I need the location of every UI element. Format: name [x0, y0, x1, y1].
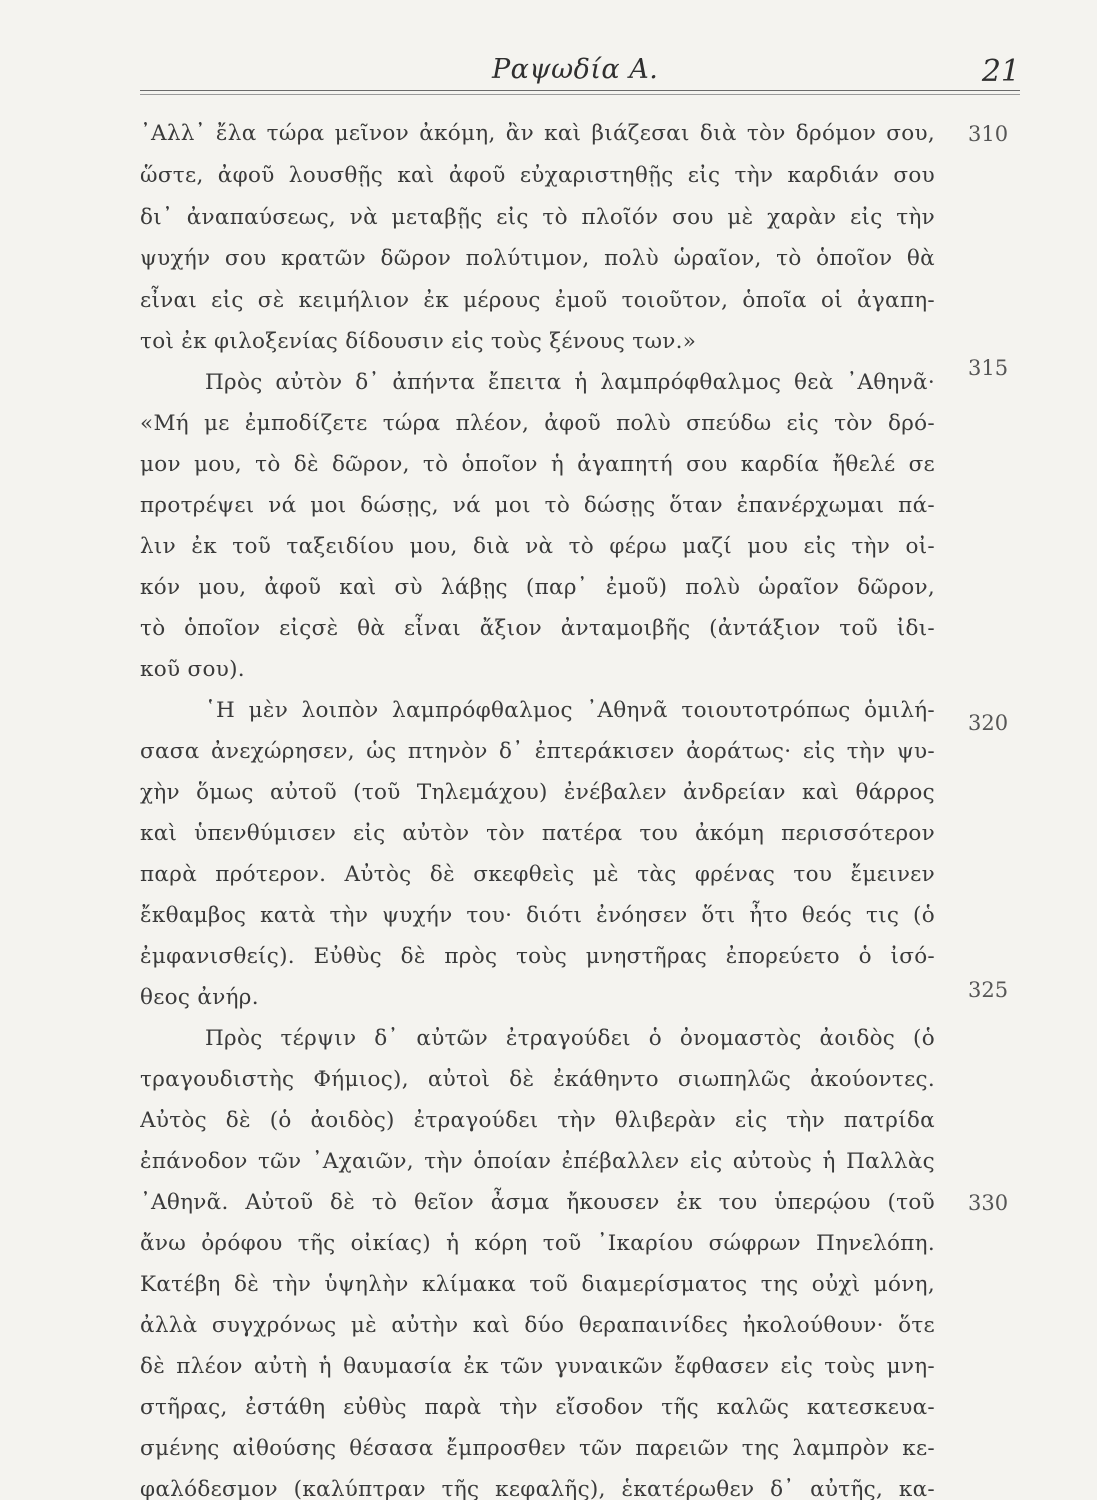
header-rule-thin — [140, 94, 1020, 95]
text-line: ὥστε, ἀφοῦ λουσθῇς καὶ ἀφοῦ εὐχαριστηθῇς εἰς τὴν καρδιάν σου — [140, 163, 935, 188]
text-line: λιν ἐκ τοῦ ταξειδίου μου, διὰ νὰ τὸ φέρω μαζί μου εἰς τὴν οἰ- — [140, 534, 935, 559]
text-line: ᾽Αθηνᾶ. Αὐτοῦ δὲ τὸ θεῖον ἆσμα ἤκουσεν ἐκ του ὑπερῴου (τοῦ — [140, 1190, 935, 1215]
text-line: Αὐτὸς δὲ (ὁ ἀοιδὸς) ἐτραγούδει τὴν θλιβερὰν εἰς τὴν πατρίδα — [140, 1108, 935, 1133]
text-line: σασα ἀνεχώρησεν, ὡς πτηνὸν δ᾽ ἐπτεράκισεν ἀοράτως· εἰς τὴν ψυ- — [140, 739, 935, 764]
text-line: κοῦ σου). — [140, 657, 245, 682]
text-line: ἀλλὰ συγχρόνως μὲ αὐτὴν καὶ δύο θεραπαινίδες ἠκολούθουν· ὅτε — [140, 1313, 935, 1338]
text-line: Πρὸς αὐτὸν δ᾽ ἀπήντα ἔπειτα ἡ λαμπρόφθαλμος θεὰ ᾽Αθηνᾶ· — [205, 370, 935, 395]
text-line: ἐμφανισθείς). Εὐθὺς δὲ πρὸς τοὺς μνηστῆρας ἐπορεύετο ὁ ἰσό- — [140, 944, 935, 969]
text-line: παρὰ πρότερον. Αὐτὸς δὲ σκεφθεὶς μὲ τὰς φρένας του ἔμεινεν — [140, 862, 935, 887]
verse-number-310: 310 — [968, 122, 1009, 146]
text-line: ἔκθαμβος κατὰ τὴν ψυχήν του· διότι ἐνόησεν ὅτι ἦτο θεός τις (ὁ — [140, 903, 935, 928]
verse-number-320: 320 — [968, 711, 1009, 735]
text-line: δι᾽ ἀναπαύσεως, νὰ μεταβῇς εἰς τὸ πλοῖόν σου μὲ χαρὰν εἰς τὴν — [140, 205, 935, 230]
verse-number-315: 315 — [968, 356, 1009, 380]
text-line: μον μου, τὸ δὲ δῶρον, τὸ ὁποῖον ἡ ἀγαπητή σου καρδία ἤθελέ σε — [140, 452, 935, 477]
page-number: 21 — [981, 54, 1020, 89]
header-rule — [140, 90, 1020, 91]
text-line: «Μή με ἐμποδίζετε τώρα πλέον, ἀφοῦ πολὺ σπεύδω εἰς τὸν δρό- — [140, 411, 935, 436]
text-line: τραγουδιστὴς Φήμιος), αὐτοὶ δὲ ἐκάθηντο σιωπηλῶς ἀκούοντες. — [140, 1067, 935, 1092]
text-line: ῾Η μὲν λοιπὸν λαμπρόφθαλμος ᾽Αθηνᾶ τοιουτοτρόπως ὁμιλή- — [205, 698, 935, 723]
running-title: Ραψωδία Α. — [492, 54, 659, 85]
text-line: τοὶ ἐκ φιλοξενίας δίδουσιν εἰς τοὺς ξένους των.» — [140, 329, 697, 354]
text-line: σμένης αἰθούσης θέσασα ἔμπροσθεν τῶν παρειῶν της λαμπρὸν κε- — [140, 1436, 935, 1461]
page-header — [140, 54, 1020, 94]
text-line: ψυχήν σου κρατῶν δῶρον πολύτιμον, πολὺ ὡραῖον, τὸ ὁποῖον θὰ — [140, 246, 935, 271]
text-line: ἐπάνοδον τῶν ᾽Αχαιῶν, τὴν ὁποίαν ἐπέβαλλεν εἰς αὐτοὺς ἡ Παλλὰς — [140, 1149, 935, 1174]
text-line: ἄνω ὀρόφου τῆς οἰκίας) ἡ κόρη τοῦ ᾽Ικαρίου σώφρων Πηνελόπη. — [140, 1231, 935, 1256]
text-line: τὸ ὁποῖον εἰςσὲ θὰ εἶναι ἄξιον ἀνταμοιβῆς (ἀντάξιον τοῦ ἰδι- — [140, 616, 935, 641]
text-line: ᾽Αλλ᾽ ἔλα τώρα μεῖνον ἀκόμη, ἂν καὶ βιάζεσαι διὰ τὸν δρόμον σου, — [140, 121, 935, 146]
text-line: κόν μου, ἀφοῦ καὶ σὺ λάβῃς (παρ᾽ ἐμοῦ) πολὺ ὡραῖον δῶρον, — [140, 575, 935, 600]
text-line: χὴν ὅμως αὐτοῦ (τοῦ Τηλεμάχου) ἐνέβαλεν ἀνδρείαν καὶ θάρρος — [140, 780, 935, 805]
text-line: στῆρας, ἐστάθη εὐθὺς παρὰ τὴν εἴσοδον τῆς καλῶς κατεσκευα- — [140, 1395, 935, 1420]
text-line: καὶ ὑπενθύμισεν εἰς αὐτὸν τὸν πατέρα του ἀκόμη περισσότερον — [140, 821, 935, 846]
text-line: Κατέβη δὲ τὴν ὑψηλὴν κλίμακα τοῦ διαμερίσματος της οὐχὶ μόνη, — [140, 1272, 935, 1297]
text-line: Πρὸς τέρψιν δ᾽ αὐτῶν ἐτραγούδει ὁ ὀνομαστὸς ἀοιδὸς (ὁ — [205, 1026, 935, 1051]
verse-number-325: 325 — [968, 978, 1009, 1002]
text-line: προτρέψει νά μοι δώσῃς, νά μοι τὸ δώσῃς ὅταν ἐπανέρχωμαι πά- — [140, 493, 935, 518]
text-line: εἶναι εἰς σὲ κειμήλιον ἐκ μέρους ἐμοῦ τοιοῦτον, ὁποῖα οἱ ἀγαπη- — [140, 288, 935, 313]
text-line: δὲ πλέον αὐτὴ ἡ θαυμασία ἐκ τῶν γυναικῶν ἔφθασεν εἰς τοὺς μνη- — [140, 1354, 935, 1379]
verse-number-330: 330 — [968, 1191, 1009, 1215]
text-line: φαλόδεσμον (καλύπτραν τῆς κεφαλῆς), ἑκατέρωθεν δ᾽ αὐτῆς, κα- — [140, 1477, 935, 1500]
text-line: θεος ἀνήρ. — [140, 985, 259, 1010]
